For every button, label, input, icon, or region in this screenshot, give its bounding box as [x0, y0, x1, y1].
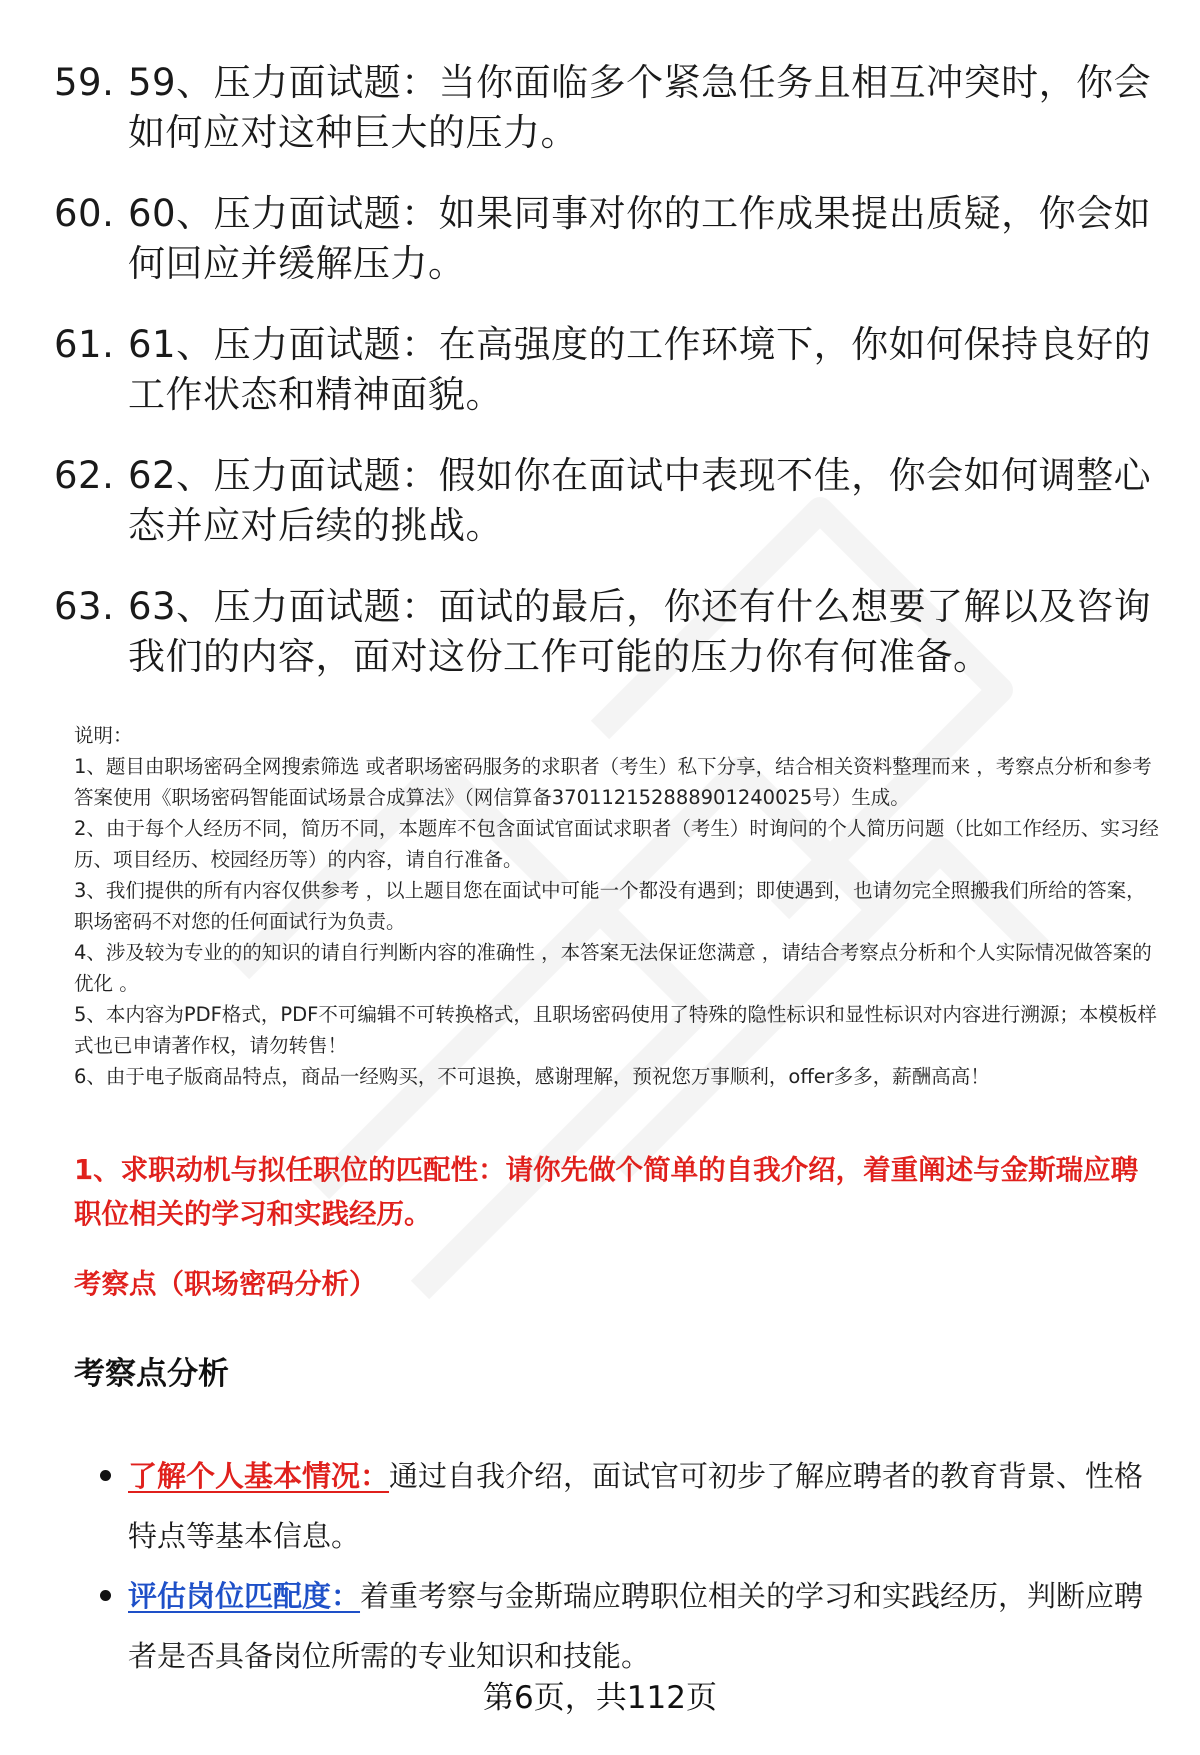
question-number: 63.	[54, 585, 115, 628]
bullet-dot-icon	[100, 1590, 111, 1601]
bullet-text: 着重考察与金斯瑞应聘职位相关的学习和实践经历，判断应聘者是否具备岗位所需的专业知识和技能。	[128, 1579, 1144, 1673]
question-text: 60、压力面试题：如果同事对你的工作成果提出质疑，你会如何回应并缓解压力。	[128, 192, 1152, 285]
analysis-subheading: 考察点（职场密码分析）	[74, 1268, 377, 1300]
note-item: 6、由于电子版商品特点，商品一经购买，不可退换，感谢理解，预祝您万事顺利，offer多多，薪酬高高！	[74, 1065, 990, 1088]
note-item: 4、涉及较为专业的的知识的请自行判断内容的准确性 ，本答案无法保证您满意 ，请结合考察点分析和个人实际情况做答案的优化 。	[74, 941, 1152, 995]
question-number: 62.	[54, 454, 115, 497]
question-text: 62、压力面试题：假如你在面试中表现不佳，你会如何调整心态并应对后续的挑战。	[128, 454, 1152, 547]
bullet-label: 了解个人基本情况：	[128, 1459, 390, 1493]
note-item: 5、本内容为PDF格式，PDF不可编辑不可转换格式，且职场密码使用了特殊的隐性标识和显性标识对内容进行溯源；本模板样式也已申请著作权，请勿转售！	[74, 1003, 1157, 1057]
bullet-label: 评估岗位匹配度：	[128, 1579, 361, 1613]
question-item	[54, 189, 1154, 289]
question-number: 61.	[54, 323, 115, 366]
question-text: 61、压力面试题：在高强度的工作环境下，你如何保持良好的工作状态和精神面貌。	[128, 323, 1152, 416]
note-item: 3、我们提供的所有内容仅供参考 ，以上题目您在面试中可能一个都没有遇到；即使遇到，也请勿完全照搬我们所给的答案，职场密码不对您的任何面试行为负责。	[74, 879, 1146, 933]
page-footer: 第6页，共112页	[483, 1680, 717, 1716]
question-item	[54, 582, 1154, 682]
question-item	[54, 58, 1154, 158]
question-text: 59、压力面试题：当你面临多个紧急任务且相互冲突时，你会如何应对这种巨大的压力。	[128, 61, 1152, 154]
question-item	[54, 320, 1154, 420]
note-item: 2、由于每个人经历不同，简历不同，本题库不包含面试官面试求职者（考生）时询问的个人简历问题（比如工作经历、实习经历、项目经历、校园经历等）的内容，请自行准备。	[74, 817, 1159, 871]
question-text: 63、压力面试题：面试的最后，你还有什么想要了解以及咨询我们的内容，面对这份工作可能的压力你有何准备。	[128, 585, 1152, 678]
bullet-text: 通过自我介绍，面试官可初步了解应聘者的教育背景、性格特点等基本信息。	[128, 1459, 1144, 1553]
question-number: 59.	[54, 61, 115, 104]
note-item: 1、题目由职场密码全网搜索筛选 或者职场密码服务的求职者（考生）私下分享，结合相关资料整理而来 ，考察点分析和参考答案使用《职场密码智能面试场景合成算法》（网信算备370112152888901240025号）生成。	[74, 755, 1152, 809]
section-title: 考察点分析	[74, 1356, 229, 1392]
interview-question-heading: 1、求职动机与拟任职位的匹配性：请你先做个简单的自我介绍，着重阐述与金斯瑞应聘职位相关的学习和实践经历。	[74, 1154, 1139, 1230]
question-item	[54, 451, 1154, 551]
question-list	[54, 58, 1154, 713]
bullet-dot-icon	[100, 1470, 111, 1481]
analysis-bullet-list	[92, 1446, 1152, 1686]
notes-heading: 说明：	[74, 724, 133, 747]
question-number: 60.	[54, 192, 115, 235]
analysis-bullet	[92, 1566, 1152, 1686]
analysis-bullet	[92, 1446, 1152, 1566]
notes-block	[74, 720, 1159, 1092]
